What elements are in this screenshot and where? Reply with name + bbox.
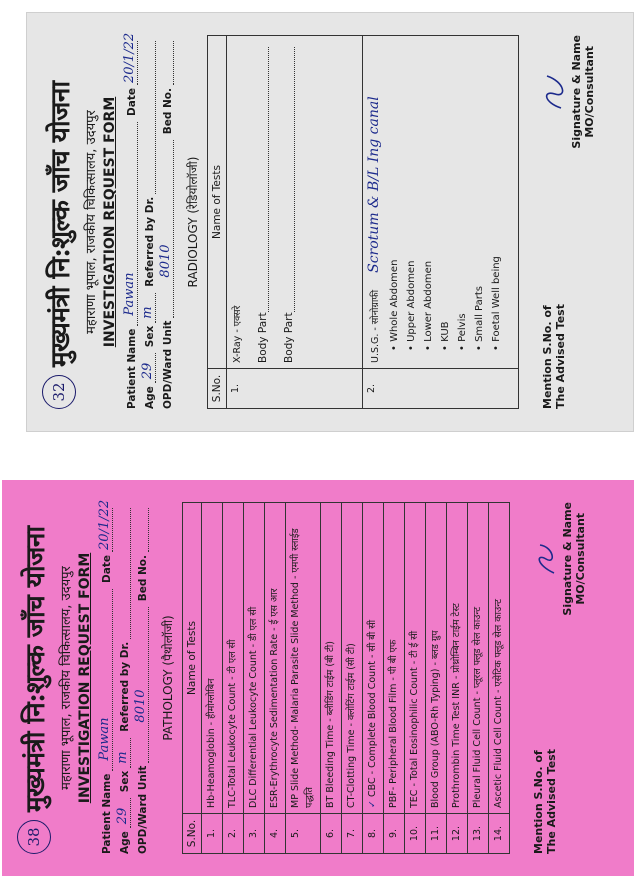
table-row[interactable] <box>244 503 265 854</box>
col-name-header: Name of Tests <box>183 503 202 814</box>
usg-name: U.S.G. - सोनोग्राफी <box>370 289 381 363</box>
test-name: Pleural Fluid Cell Count - प्लूरल फ्लूड सेल काउन्ट <box>468 503 489 814</box>
table-row[interactable] <box>468 503 489 854</box>
form-title: INVESTIGATION REQUEST FORM <box>102 96 118 348</box>
referred-by-label: Referred by Dr. <box>144 196 156 287</box>
signature-block <box>532 502 587 616</box>
radiology-footer <box>541 35 596 409</box>
date-label: Date <box>126 88 138 116</box>
form-title: INVESTIGATION REQUEST FORM <box>77 552 93 804</box>
test-sno: 7. <box>342 814 363 854</box>
col-name-header: Name of Tests <box>208 36 227 369</box>
patient-name-value: Pawan <box>97 717 112 761</box>
test-name: Hb-Heamoglobin - हीमोग्लोबिन <box>202 503 223 814</box>
test-sno: 1. <box>202 814 223 854</box>
signature-block <box>541 35 596 149</box>
test-name: PBF- Peripheral Blood Film - पी बी एफ <box>384 503 405 814</box>
age-sex-row <box>115 502 131 854</box>
test-sno: 2. <box>223 814 244 854</box>
list-item[interactable]: • Lower Abdomen <box>423 260 434 351</box>
age-value: 29 <box>115 807 130 825</box>
test-name: CBC - Complete Blood Count - सी बी सी <box>367 619 378 797</box>
bed-field[interactable] <box>138 508 149 552</box>
date-value: 20/1/22 <box>97 499 112 550</box>
pathology-header <box>16 502 52 854</box>
radiology-tests-table <box>207 35 519 409</box>
list-item[interactable]: • Whole Abdomen <box>389 259 400 351</box>
handwritten-serial-number: 32 <box>42 375 76 409</box>
signature-scribble-icon <box>532 539 558 579</box>
body-part-row-1 <box>257 41 269 363</box>
bed-label: Bed No. <box>137 555 149 602</box>
age-label: Age <box>144 386 156 409</box>
table-row[interactable] <box>384 503 405 854</box>
sex-value: m <box>140 306 155 319</box>
table-header-row <box>183 503 202 854</box>
test-sno: 4. <box>265 814 286 854</box>
col-sno-header: S.No. <box>208 369 227 409</box>
date-field[interactable] <box>122 32 138 85</box>
referred-by-label: Referred by Dr. <box>119 641 131 732</box>
body-part-label: Body Part <box>283 312 295 363</box>
handwritten-serial-number: 38 <box>17 820 51 854</box>
mention-sno-note <box>541 304 596 409</box>
table-header-row <box>208 36 227 409</box>
opd-row <box>133 502 149 854</box>
test-name: TLC-Total Leukocyte Count - टी एल सी <box>223 503 244 814</box>
section-title: RADIOLOGY (रेडियोलॉजी) <box>186 156 200 288</box>
sex-field[interactable] <box>115 738 131 768</box>
table-row[interactable] <box>342 503 363 854</box>
footer-right-line-1: Signature & Name <box>570 35 583 149</box>
signature-scribble-icon <box>541 72 567 112</box>
patient-name-field[interactable] <box>97 589 113 771</box>
patient-name-row <box>122 32 138 409</box>
table-row[interactable] <box>405 503 426 854</box>
pathology-tests-table <box>182 502 510 854</box>
test-name: ESR-Erythrocyte Sedimentation Rate - ई एस आर <box>265 503 286 814</box>
opd-label: OPD/Ward Unit <box>162 320 174 409</box>
footer-right-line-2: MO/Consultant <box>583 45 596 138</box>
test-sno: 5. <box>286 814 321 854</box>
test-sno: 13. <box>468 814 489 854</box>
opd-field[interactable] <box>133 607 149 762</box>
usg-cell <box>363 36 519 369</box>
usg-handwritten-note: Scrotum & B/L Ing canal <box>366 96 382 273</box>
bed-field[interactable] <box>163 41 174 85</box>
age-field[interactable] <box>115 798 131 828</box>
sex-label: Sex <box>144 325 156 348</box>
test-sno: 9. <box>384 814 405 854</box>
scheme-title: मुख्यमंत्री नि:शुल्क जाँच योजना <box>46 81 76 367</box>
radiology-form <box>26 12 634 432</box>
col-sno-header: S.No. <box>183 814 202 854</box>
pathology-footer <box>532 502 587 854</box>
usg-options-list <box>389 41 502 363</box>
test-sno: 11. <box>426 814 447 854</box>
table-row <box>227 36 363 409</box>
sex-value: m <box>115 751 130 764</box>
test-sno: 12. <box>447 814 468 854</box>
list-item[interactable]: • Upper Abdomen <box>406 260 417 351</box>
opd-field[interactable] <box>158 140 174 317</box>
test-sno: 8. <box>363 814 384 854</box>
opd-label: OPD/Ward Unit <box>137 765 149 854</box>
footer-left-line-1: Mention S.No. of <box>541 305 554 409</box>
footer-right-line-2: MO/Consultant <box>574 512 587 605</box>
table-row[interactable] <box>286 503 321 854</box>
footer-right-line-1: Signature & Name <box>561 502 574 616</box>
usg-sno: 2. <box>363 369 519 409</box>
xray-name: X-Ray - एक्सरे <box>232 305 243 363</box>
table-row[interactable] <box>321 503 342 854</box>
section-title: PATHOLOGY (पैथोलॉजी) <box>161 615 175 741</box>
test-sno: 3. <box>244 814 265 854</box>
sex-field[interactable] <box>140 293 156 323</box>
referred-by-field[interactable] <box>145 41 156 194</box>
bed-label: Bed No. <box>162 88 174 135</box>
test-name: MP Slide Method- Malaria Parasite Slide Method - एमपी स्लाईड पद्धति <box>286 503 321 814</box>
table-row[interactable] <box>265 503 286 854</box>
table-row[interactable] <box>202 503 223 854</box>
opd-value: 8010 <box>158 244 173 278</box>
table-row <box>363 36 519 409</box>
date-label: Date <box>101 555 113 583</box>
patient-name-row <box>97 499 113 854</box>
patient-name-value: Pawan <box>122 272 137 316</box>
test-name: TEC - Total Eosinophilic Count - टी ई सी <box>405 503 426 814</box>
mention-sno-note <box>532 749 587 854</box>
sex-label: Sex <box>119 770 131 793</box>
table-row[interactable] <box>363 503 384 854</box>
footer-left-line-2: The Advised Test <box>554 304 567 409</box>
opd-value: 8010 <box>133 689 148 723</box>
list-item[interactable]: • Pelvis <box>457 313 468 351</box>
list-item[interactable]: • KUB <box>440 321 451 351</box>
body-part-row-2 <box>283 41 295 363</box>
list-item[interactable]: • Small Parts <box>474 286 485 351</box>
hospital-name: महाराणा भूपाल, राजकीय चिकित्सालय, उदयपुर <box>59 566 74 790</box>
age-sex-row <box>140 35 156 409</box>
pathology-form <box>2 480 634 876</box>
table-row[interactable] <box>223 503 244 854</box>
hospital-name: महाराणा भूपाल, राजकीय चिकित्सालय, उदयपुर <box>84 110 99 334</box>
table-row[interactable] <box>447 503 468 854</box>
test-sno: 10. <box>405 814 426 854</box>
footer-left-line-2: The Advised Test <box>545 749 558 854</box>
test-name-cell <box>363 503 384 814</box>
test-name: Ascetic Fluid Cell Count - एसेटिक फ्लूड सेल काउन्ट <box>489 503 510 814</box>
body-part-field[interactable] <box>258 47 269 312</box>
radiology-header <box>41 35 77 409</box>
body-part-field[interactable] <box>284 47 295 312</box>
test-name: Blood Group (ABO-Rh Typing) - ब्लड ग्रुप <box>426 503 447 814</box>
scheme-title: मुख्यमंत्री नि:शुल्क जाँच योजना <box>21 526 51 812</box>
date-field[interactable] <box>97 499 113 552</box>
body-part-label: Body Part <box>257 312 269 363</box>
test-name: Prothrombin Time Test INR - प्रोथ्रोम्बिन टाईम टेस्ट <box>447 503 468 814</box>
patient-name-label: Patient Name <box>126 328 138 409</box>
table-row[interactable] <box>426 503 447 854</box>
age-value: 29 <box>140 362 155 380</box>
test-name: DLC Differential Leukocyte Count - डी एल सी <box>244 503 265 814</box>
test-sno: 14. <box>489 814 510 854</box>
checkmark-icon: ✓ <box>367 800 378 808</box>
referred-by-field[interactable] <box>120 508 131 639</box>
age-field[interactable] <box>140 353 156 383</box>
age-label: Age <box>119 831 131 854</box>
xray-cell <box>227 36 363 369</box>
test-name: CT-Clotting Time - क्लोटिंग टाईम (सी टी) <box>342 503 363 814</box>
date-value: 20/1/22 <box>122 32 137 83</box>
test-name: BT Bleeding Time - ब्लीडिंग टाईम (बी टी) <box>321 503 342 814</box>
footer-left-line-1: Mention S.No. of <box>532 750 545 854</box>
list-item[interactable]: • Foetal Well being <box>491 256 502 351</box>
opd-row <box>158 35 174 409</box>
patient-name-label: Patient Name <box>101 773 113 854</box>
patient-name-field[interactable] <box>122 122 138 326</box>
test-sno: 6. <box>321 814 342 854</box>
xray-sno: 1. <box>227 369 363 409</box>
table-row[interactable] <box>489 503 510 854</box>
